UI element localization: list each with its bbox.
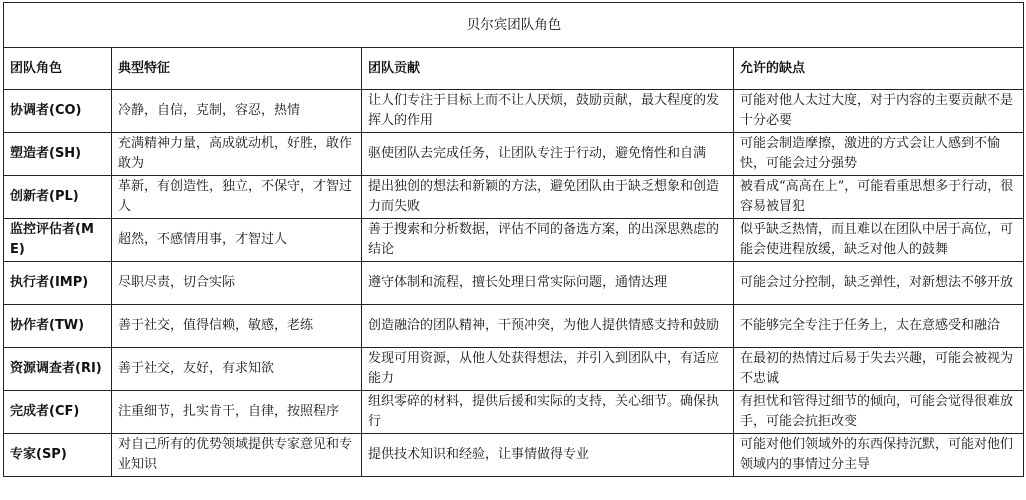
weakness-cell: 有担忧和管得过细节的倾向，可能会觉得很难放手，可能会抗拒改变 [734, 391, 1024, 434]
header-role: 团队角色 [4, 48, 112, 90]
weakness-cell: 似乎缺乏热情，而且难以在团队中居于高位，可能会使进程放缓，缺乏对他人的鼓舞 [734, 219, 1024, 262]
traits-cell: 充满精神力量，高成就动机，好胜，敢作敢为 [112, 133, 362, 176]
role-cell: 监控评估者(ME) [4, 219, 112, 262]
header-contribution: 团队贡献 [362, 48, 734, 90]
role-cell: 创新者(PL) [4, 176, 112, 219]
table-row [4, 348, 1024, 391]
role-cell: 完成者(CF) [4, 391, 112, 434]
traits-cell: 对自己所有的优势领域提供专家意见和专业知识 [112, 434, 362, 477]
header-row [4, 48, 1024, 90]
header-weakness: 允许的缺点 [734, 48, 1024, 90]
table-row [4, 434, 1024, 477]
traits-cell: 冷静，自信，克制，容忍，热情 [112, 90, 362, 133]
table-row [4, 262, 1024, 305]
weakness-cell: 被看成“高高在上”，可能看重思想多于行动，很容易被冒犯 [734, 176, 1024, 219]
table-row [4, 133, 1024, 176]
weakness-cell: 可能会过分控制，缺乏弹性，对新想法不够开放 [734, 262, 1024, 305]
table-row [4, 176, 1024, 219]
role-cell: 协作者(TW) [4, 305, 112, 348]
belbin-team-roles-document [3, 2, 1023, 496]
table-row [4, 219, 1024, 262]
contribution-cell: 发现可用资源，从他人处获得想法，并引入到团队中，有适应能力 [362, 348, 734, 391]
traits-cell: 尽职尽责，切合实际 [112, 262, 362, 305]
contribution-cell: 善于搜索和分析数据，评估不同的备选方案，的出深思熟虑的结论 [362, 219, 734, 262]
traits-cell: 善于社交，值得信赖，敏感，老练 [112, 305, 362, 348]
role-cell: 协调者(CO) [4, 90, 112, 133]
weakness-cell: 可能对他人太过大度，对于内容的主要贡献不是十分必要 [734, 90, 1024, 133]
traits-cell: 革新，有创造性，独立，不保守，才智过人 [112, 176, 362, 219]
contribution-cell: 提供技术知识和经验，让事情做得专业 [362, 434, 734, 477]
team-roles-table [3, 2, 1024, 477]
role-cell: 执行者(IMP) [4, 262, 112, 305]
table-row [4, 305, 1024, 348]
weakness-cell: 可能对他们领域外的东西保持沉默，可能对他们领域内的事情过分主导 [734, 434, 1024, 477]
contribution-cell: 提出独创的想法和新颖的方法，避免团队由于缺乏想象和创造力而失败 [362, 176, 734, 219]
weakness-cell: 可能会制造摩擦，激进的方式会让人感到不愉快，可能会过分强势 [734, 133, 1024, 176]
traits-cell: 善于社交，友好，有求知欲 [112, 348, 362, 391]
contribution-cell: 组织零碎的材料，提供后援和实际的支持，关心细节。确保执行 [362, 391, 734, 434]
table-row [4, 90, 1024, 133]
role-cell: 资源调查者(RI) [4, 348, 112, 391]
table-title: 贝尔宾团队角色 [4, 3, 1024, 48]
header-traits: 典型特征 [112, 48, 362, 90]
contribution-cell: 创造融洽的团队精神，干预冲突，为他人提供情感支持和鼓励 [362, 305, 734, 348]
traits-cell: 超然，不感情用事，才智过人 [112, 219, 362, 262]
weakness-cell: 在最初的热情过后易于失去兴趣，可能会被视为不忠诚 [734, 348, 1024, 391]
contribution-cell: 让人们专注于目标上而不让人厌烦，鼓励贡献，最大程度的发挥人的作用 [362, 90, 734, 133]
table-row [4, 391, 1024, 434]
role-cell: 塑造者(SH) [4, 133, 112, 176]
contribution-cell: 遵守体制和流程，擅长处理日常实际问题，通情达理 [362, 262, 734, 305]
weakness-cell: 不能够完全专注于任务上，太在意感受和融洽 [734, 305, 1024, 348]
traits-cell: 注重细节，扎实肯干，自律，按照程序 [112, 391, 362, 434]
role-cell: 专家(SP) [4, 434, 112, 477]
contribution-cell: 驱使团队去完成任务，让团队专注于行动，避免惰性和自满 [362, 133, 734, 176]
title-row [4, 3, 1024, 48]
